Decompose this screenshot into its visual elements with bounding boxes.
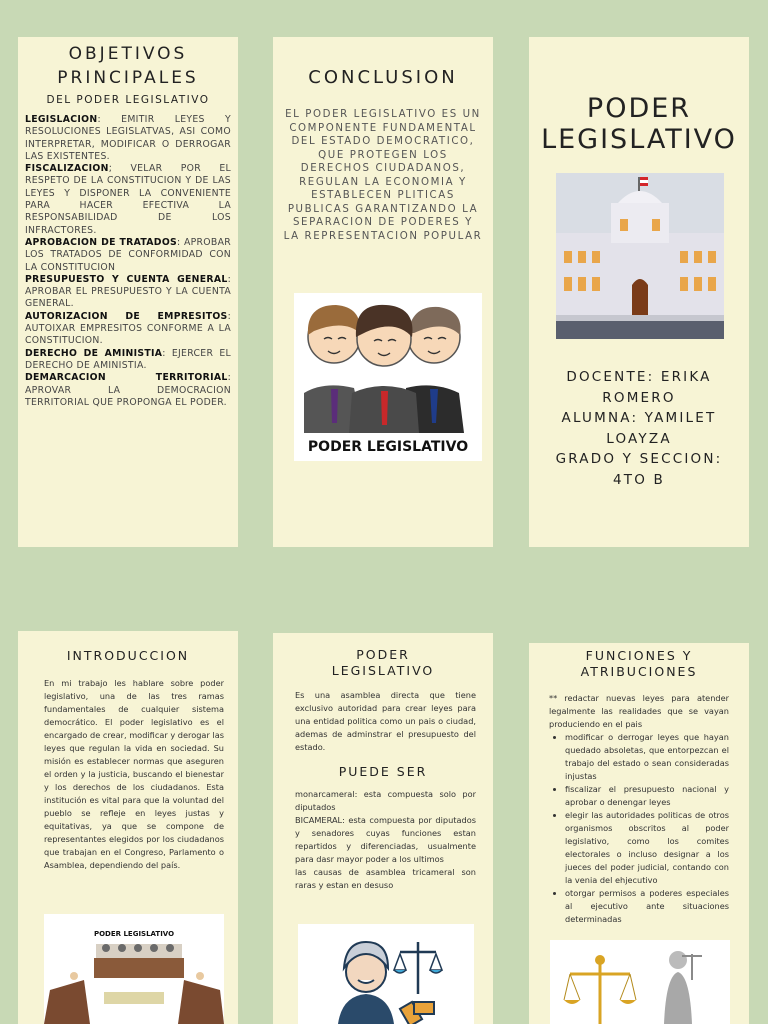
- puede-ser-item: las causas de asamblea tricameral son raras y estan en desuso: [295, 867, 476, 890]
- objetivo-term: LEGISLACION: [25, 114, 98, 125]
- objetivo-text: APROBAR EL PRESUPUESTO Y LA CUENTA GENERAL.: [25, 286, 231, 310]
- objetivos-title: [18, 42, 238, 90]
- panel-cover: [529, 37, 749, 547]
- objetivo-term: PRESUPUESTO Y CUENTA GENERAL: [25, 273, 228, 285]
- panel-objetivos: [18, 37, 238, 547]
- puede-ser-title: PUEDE SER: [338, 764, 428, 779]
- panel-conclusion: [273, 37, 493, 547]
- funciones-list: [549, 731, 729, 926]
- credit-line-5: GRADO Y SECCION:: [555, 451, 723, 467]
- objetivo-text: AUTOIXAR EMPRESITOS CONFORME A LA CONSTITUCION.: [25, 323, 231, 347]
- objetivo-separator: :: [177, 236, 184, 248]
- objetivo-text: EMITIR LEYES Y RESOLUCIONES LEGISLATVAS, ASI COMO INTERPRETAR, MODIFICAR O DERROGAR LAS EXISTENTES.: [25, 114, 231, 162]
- panel-introduccion: [18, 631, 238, 1024]
- funciones-intro: ** redactar nuevas leyes para atender legalmente las realidades que se vayan produciendo en el pais: [549, 693, 729, 729]
- objetivo-separator: ;: [108, 163, 131, 175]
- congress-building-photo: [556, 173, 724, 339]
- funciones-item: • fiscalizar el presupuesto nacional y aprobar o denengar leyes: [565, 783, 729, 809]
- objetivo-separator: :: [227, 273, 231, 285]
- objetivo-item: [25, 163, 231, 237]
- introduccion-text: En mi trabajo les hablare sobre poder legislativo, una de las tres ramas fundamentales de cualquier sistema democrático. El poder legislativo es el encargado de crear, modificar y derogar las leyes que regulan la vida en sociedad. Su misión es establecer normas que aseguren el orden y la justicia, buscando el bienestar y los derechos de los ciudadanos. Esta institución es vital para que la voluntad del pueblo se refleje en leyes justas y equitativas, ya que se compone de representantes elegidos por los ciudadanos que trabajan en el Congreso, Parlamento o Asamblea, dependiendo del país.: [44, 678, 224, 870]
- introduccion-title: INTRODUCCION: [66, 648, 190, 663]
- objetivo-item: [25, 114, 231, 163]
- objetivo-term: DERECHO DE AMINISTIA: [25, 347, 163, 359]
- objetivo-item: [25, 348, 231, 373]
- legislators-illustration: [294, 293, 482, 461]
- objetivo-separator: :: [162, 347, 172, 359]
- cover-title-line1: PODER: [586, 93, 692, 124]
- conclusion-text: EL PODER LEGISLATIVO ES UN COMPONENTE FUNDAMENTAL DEL ESTADO DEMOCRATICO, QUE PROTEGEN LOS DERECHOS CIUDADANOS, REGULAN LA ECONOMIA Y ESTABLECEN PLITICAS PUBLICAS GARANTIZANDO LA SEPARACION DE PODERES Y LA REPRESENTACION POPULAR: [283, 109, 483, 242]
- objetivo-text: VELAR POR EL RESPETO DE LA CONSTITUCION Y DE LAS LEYES Y DISPONER LA CONVENIENTE PARA HACER EFECTIVA LA RESPONSABILIDAD DE LOS INFRACTORES.: [25, 163, 231, 236]
- credit-line-4: LOAYZA: [606, 430, 672, 447]
- objetivos-list: [18, 106, 238, 409]
- objetivo-separator: :: [227, 372, 231, 384]
- cover-title-line2: LEGISLATIVO: [541, 124, 737, 155]
- introduccion-image-caption: PODER LEGISLATIVO: [93, 930, 175, 938]
- objetivo-text: EJERCER EL DERECHO DE AMINISTIA.: [25, 347, 232, 371]
- puede-ser-list: [295, 788, 476, 892]
- objetivo-term: FISCALIZACION: [25, 163, 109, 175]
- credit-line-2: ROMERO: [602, 389, 676, 406]
- conclusion-title: CONCLUSION: [308, 67, 458, 88]
- funciones-title-line2: ATRIBUCIONES: [580, 664, 698, 679]
- conclusion-image-caption: PODER LEGISLATIVO: [307, 439, 469, 455]
- scales-statue-illustration: [550, 940, 730, 1024]
- objetivo-text: APROVAR LA DEMOCRACION TERRITORIAL QUE PROPONGA EL PODER.: [25, 384, 231, 408]
- funciones-item: • elegir las autoridades politicas de otros organismos obscritos al poder legislativo, como los comites electorales o incluso designar a los jueces del poder judicial, contando con la venia del ehjecutivo: [565, 809, 729, 887]
- objetivo-separator: :: [227, 310, 231, 322]
- objetivo-item: [25, 274, 231, 311]
- introduccion-image: [44, 914, 224, 1024]
- objetivos-title-line1: OBJETIVOS: [68, 44, 188, 64]
- objetivo-term: AUTORIZACION DE EMPRESITOS: [25, 310, 228, 322]
- objetivos-subtitle: DEL PODER LEGISLATIVO: [46, 94, 210, 106]
- objetivo-term: APROBACION DE TRATADOS: [25, 236, 178, 248]
- puede-ser-item: monarcameral: esta compuesta solo por diputados: [295, 789, 476, 812]
- funciones-title-line1: FUNCIONES Y: [585, 648, 693, 663]
- conclusion-image: [294, 293, 482, 461]
- panel-funciones: [529, 643, 749, 1024]
- objetivo-term: DEMARCACION TERRITORIAL: [25, 372, 228, 384]
- credit-line-1: DOCENTE: ERIKA: [566, 369, 712, 385]
- objetivo-item: [25, 311, 231, 348]
- poder-title-line1: PODER: [356, 647, 410, 662]
- funciones-title: [529, 648, 749, 680]
- credit-line-3: ALUMNA: YAMILET: [561, 410, 717, 426]
- justice-illustration: [298, 924, 474, 1024]
- cover-credits: [529, 367, 749, 490]
- poder-title-line2: LEGISLATIVO: [331, 663, 435, 678]
- poder-text: Es una asamblea directa que tiene exclusivo autoridad para crear leyes para una entidad politica como un pais o ciudad, ademas de adminstrar el presupuesto del estado.: [295, 690, 476, 752]
- objetivo-item: [25, 237, 231, 274]
- puede-ser-item: BICAMERAL: esta compuesta por diputados y senadores cuyas funciones estan repartidos y diferenciadas, usualmente para dasr mayor poder a los ultimos: [295, 815, 476, 864]
- objetivo-separator: :: [97, 114, 122, 125]
- funciones-item: • modificar o derrogar leyes que hayan quedado absoletas, que entorpezcan el trabajo del estado o sean consideradas injustas: [565, 731, 729, 783]
- credit-line-6: 4TO B: [612, 471, 665, 488]
- objetivos-title-line2: PRINCIPALES: [57, 68, 199, 88]
- objetivo-text: APROBAR LOS TRATADOS DE CONFORMIDAD CON LA CONSTITUCION: [25, 236, 231, 273]
- poder-title: [273, 647, 493, 679]
- funciones-item: • otorgar permisos a poderes especiales al ejecutivo ante situaciones determinadas: [565, 887, 729, 926]
- cover-title: [529, 93, 749, 155]
- panel-poder: [273, 633, 493, 1024]
- objetivo-item: [25, 372, 231, 409]
